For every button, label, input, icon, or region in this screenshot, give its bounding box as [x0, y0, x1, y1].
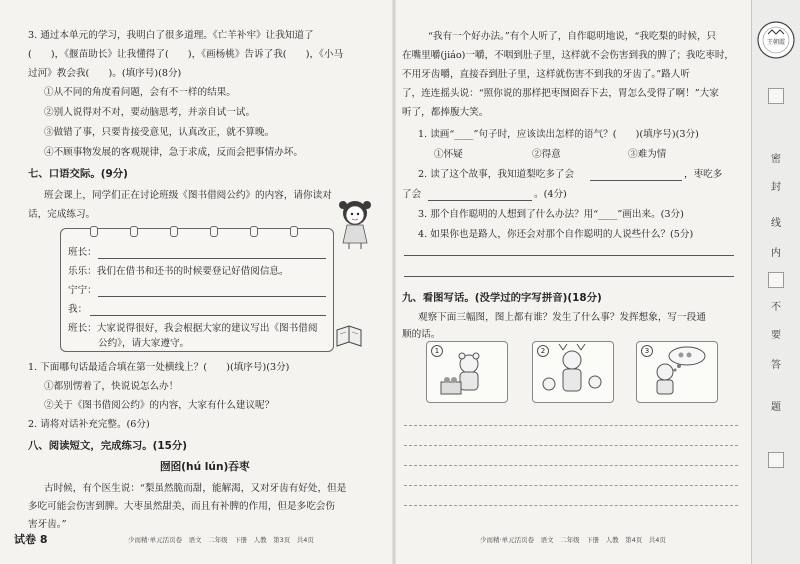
q3-line2: ( )，《揠苗助长》让我懂得了( )，《画杨桃》告诉了我( )，《小马	[28, 49, 344, 60]
girl-illustration	[335, 195, 377, 250]
panel-number: 2	[537, 345, 549, 357]
reading-q2-part1: 2. 读了这个故事，我知道梨吃多了会	[418, 169, 575, 180]
binder-ring	[130, 226, 138, 237]
section-7-intro-2: 话，完成练习。	[28, 209, 96, 220]
section-7-title: 七、口语交际。(9分)	[28, 168, 128, 180]
reading-q2-part2: ，枣吃多	[684, 169, 723, 180]
seal-char: 线	[771, 218, 781, 229]
reading-q1-opt2: ②得意	[532, 149, 561, 160]
story-line-6: 不用牙齿嚼，直接吞到肚子里，这样就伤害不到我的牙齿了。”路人听	[402, 69, 690, 80]
option-2: ②别人说得对不对，要动脑思考，并亲自试一试。	[44, 107, 256, 118]
question-1-option-a: ①都别愣着了，快说说怎么办！	[44, 381, 179, 392]
answer-line[interactable]	[404, 255, 734, 256]
answer-line[interactable]	[90, 315, 326, 316]
seal-char: 密	[771, 154, 781, 165]
writing-line[interactable]	[404, 465, 738, 466]
section-7-intro-1: 班会课上，同学们正在讨论班级《图书借阅公约》的内容，请你读对	[44, 190, 332, 201]
reading-q1-opt1: ①怀疑	[434, 149, 463, 160]
page-fold	[392, 0, 396, 564]
answer-line[interactable]	[590, 180, 682, 181]
writing-line[interactable]	[404, 485, 738, 486]
answer-line[interactable]	[428, 200, 532, 201]
binding-hole	[768, 452, 784, 468]
logo-text: 王朝霞	[766, 39, 786, 46]
question-2: 2. 请将对话补充完整。(6分)	[28, 419, 150, 430]
option-3: ③做错了事，只要肯接受意见，认真改正，就不算晚。	[44, 127, 275, 138]
binder-ring	[210, 226, 218, 237]
right-footer: 少而精·单元活页卷 语文 二年级 下册 人教 第4页 共4页	[480, 536, 666, 544]
q3-line1: 3. 通过本单元的学习，我明白了很多道理。《亡羊补牢》让我知道了	[28, 30, 314, 41]
option-4: ④不顾事物发展的客观规律，急于求成，反而会把事情办坏。	[44, 147, 304, 158]
dialog-monitor-3: 公约》，请大家遵守。	[98, 338, 190, 349]
seal-char: 内	[771, 248, 781, 259]
binder-ring	[90, 226, 98, 237]
picture-panel-3	[636, 341, 718, 403]
q3-line3: 过河》教会我( )。(填序号)(8分)	[28, 68, 182, 79]
question-1: 1. 下面哪句话最适合填在第一处横线上？( )(填序号)(3分)	[28, 362, 290, 373]
exam-tag: 试卷 8	[14, 533, 48, 546]
dialog-monitor: 班长：	[68, 247, 97, 258]
seal-char: 题	[771, 402, 781, 413]
panel-number: 3	[641, 345, 653, 357]
brand-logo	[756, 20, 796, 60]
section-8-title: 八、阅读短文，完成练习。(15分)	[28, 440, 188, 452]
answer-line[interactable]	[404, 276, 734, 277]
section-9-intro-2: 顺的话。	[402, 329, 441, 340]
story-line-3: 害牙齿。”	[28, 519, 67, 530]
picture-panel-2	[532, 341, 614, 403]
reading-q2-part4: 。(4分)	[534, 189, 567, 200]
binder-ring	[170, 226, 178, 237]
story-line-8: 听了，都捧腹大笑。	[402, 107, 489, 118]
seal-char: 答	[771, 360, 781, 371]
seal-sidebar	[751, 0, 800, 564]
panel-number: 1	[431, 345, 443, 357]
reading-q4: 4. 如果你也是路人，你还会对那个自作聪明的人说些什么？(5分)	[418, 229, 694, 240]
story-line-1: 古时候，有个医生说：“梨虽然脆而甜，能解渴，又对牙齿有好处，但是	[44, 483, 347, 494]
seal-char: 要	[771, 330, 781, 341]
story-line-5: 在嘴里嚼(jiáo)一嚼，不咽到肚子里，这样就不会伤害到我的脾了；我吃枣时，	[402, 50, 735, 61]
binding-hole	[768, 272, 784, 288]
binder-ring	[290, 226, 298, 237]
section-9-intro-1: 观察下面三幅图，图上都有谁？发生了什么事？发挥想象，写一段通	[418, 312, 706, 323]
story-line-2: 多吃可能会伤害到脾。大枣虽然甜美，而且有补脾的作用，但是多吃会伤	[28, 501, 335, 512]
seal-char: 封	[771, 182, 781, 193]
reading-q1-opt3: ③难为情	[628, 149, 667, 160]
writing-line[interactable]	[404, 505, 738, 506]
left-footer: 少而精·单元活页卷 语文 二年级 下册 人教 第3页 共4页	[128, 536, 314, 544]
story-title: 囫囵(hú lún)吞枣	[160, 461, 250, 473]
picture-panel-1	[426, 341, 508, 403]
reading-q3: 3. 那个自作聪明的人想到了什么办法？用“____”画出来。(3分)	[418, 209, 684, 220]
seal-char: 不	[771, 302, 781, 313]
answer-line[interactable]	[98, 258, 326, 259]
binder-ring	[250, 226, 258, 237]
story-line-4: “我有一个好办法。”有个人听了，自作聪明地说，“我吃梨的时候，只	[428, 31, 717, 42]
reading-q2-part3: 了会	[402, 189, 422, 200]
answer-line[interactable]	[98, 296, 326, 297]
story-line-7: 了，连连摇头说：“照你说的那样把枣囫囵吞下去，胃怎么受得了啊！”大家	[402, 88, 719, 99]
dialog-me: 我：	[68, 304, 88, 315]
dialog-monitor-2: 班长：大家说得很好，我会根据大家的建议写出《图书借阅	[68, 323, 318, 334]
question-1-option-b: ②关于《图书借阅公约》的内容，大家有什么建议呢？	[44, 400, 275, 411]
option-1: ①从不同的角度看问题，会有不一样的结果。	[44, 87, 236, 98]
book-icon	[334, 322, 364, 350]
writing-line[interactable]	[404, 445, 738, 446]
reading-q1: 1. 读画“____”句子时，应该读出怎样的语气？( )(填序号)(3分)	[418, 129, 699, 140]
section-9-title: 九、看图写话。(没学过的字写拼音)(18分)	[402, 292, 602, 304]
dialog-ningning: 宁宁：	[68, 285, 97, 296]
dialog-lele: 乐乐：我们在借书和还书的时候要登记好借阅信息。	[68, 266, 289, 277]
binding-hole	[768, 88, 784, 104]
writing-line[interactable]	[404, 425, 738, 426]
